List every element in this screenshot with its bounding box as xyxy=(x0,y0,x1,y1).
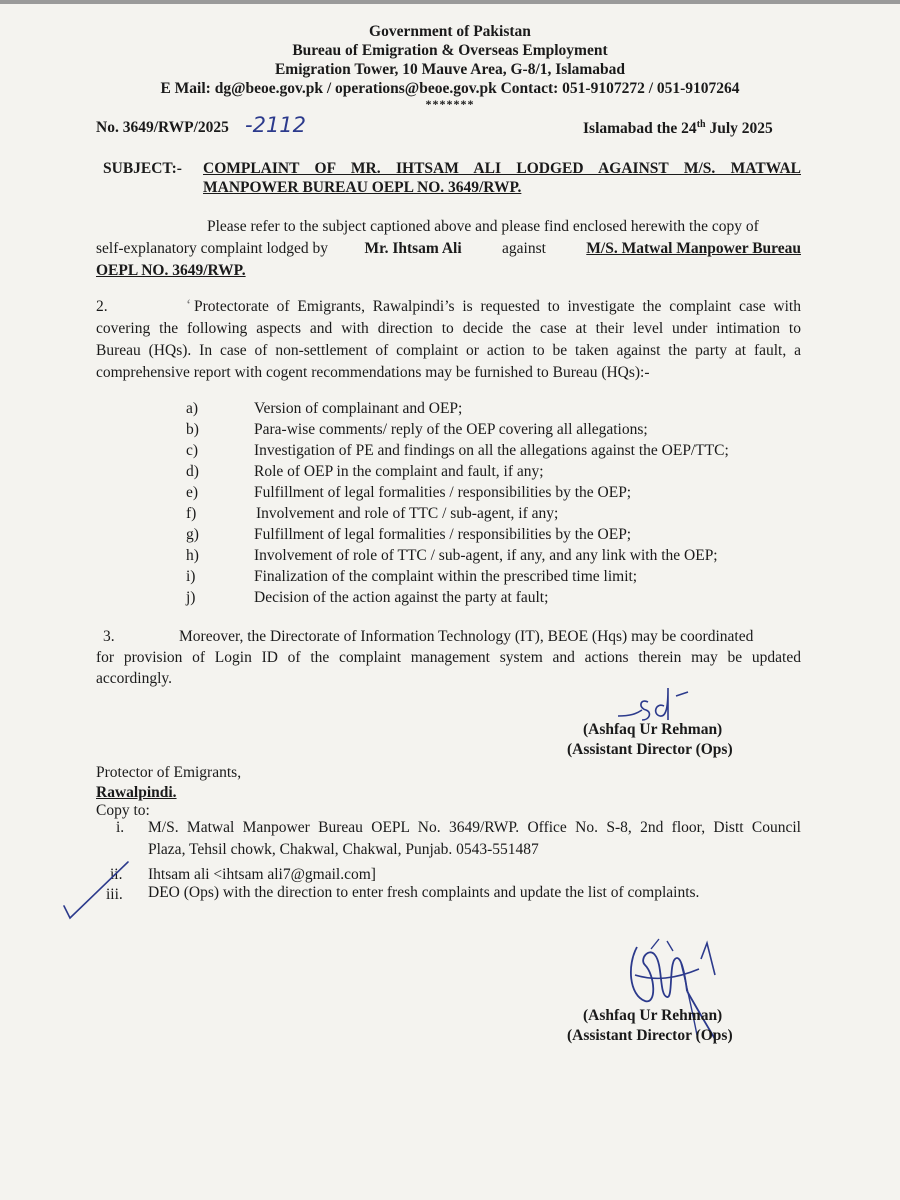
list-item-text: Fulfillment of legal formalities / responsibilities by the OEP; xyxy=(254,526,632,543)
para3-line-2: for provision of Login ID of the complaint management system and actions therein may be updated xyxy=(96,649,801,666)
copy-number: iii. xyxy=(106,886,123,903)
addressee-line-1: Protector of Emigrants, xyxy=(96,764,242,781)
checkmark-icon xyxy=(58,858,138,928)
signatory-title-2: (Assistant Director (Ops) xyxy=(567,1027,733,1044)
para2-scan-mark: ‘ xyxy=(186,297,192,314)
letterhead-separator: ******* xyxy=(425,97,475,111)
aspects-list xyxy=(186,400,806,615)
signatory-name-2: (Ashfaq Ur Rehman) xyxy=(583,1007,723,1024)
para1-text-a: self-explanatory complaint lodged by xyxy=(96,240,332,257)
para1-line-1: Please refer to the subject captioned above and please find enclosed herewith the copy of xyxy=(207,218,759,235)
para2-line-3: Bureau (HQs). In case of non-settlement of complaint or action to be taken against the party at fault, a xyxy=(96,342,801,359)
signatory-title-1: (Assistant Director (Ops) xyxy=(567,741,733,758)
handwritten-diary-number: -2112 xyxy=(245,113,307,137)
para2-line-4: comprehensive report with cogent recommendations may be furnished to Bureau (HQs):- xyxy=(96,364,650,381)
oep-license: OEPL NO. 3649/RWP. xyxy=(96,262,246,279)
complainant-name: Mr. Ihtsam Ali xyxy=(364,240,462,257)
list-item-letter: j) xyxy=(186,589,196,606)
copy-1-line-1: M/S. Matwal Manpower Bureau OEPL No. 3649/RWP. Office No. S-8, 2nd floor, Distt Council xyxy=(148,819,801,836)
copy-number: i. xyxy=(116,819,125,836)
para3-number: 3. xyxy=(103,628,115,645)
subject-label: SUBJECT:- xyxy=(103,160,182,177)
list-item-letter: a) xyxy=(186,400,199,417)
copy-2-line: Ihtsam ali <ihtsam ali7@gmail.com] xyxy=(148,866,376,883)
list-item-text: Decision of the action against the party at fault; xyxy=(254,589,549,606)
letterhead-address: Emigration Tower, 10 Mauve Area, G-8/1, Islamabad xyxy=(274,61,626,78)
list-item-text: Investigation of PE and findings on all the allegations against the OEP/TTC; xyxy=(254,442,729,459)
letterhead-contact: E Mail: dg@beoe.gov.pk / operations@beoe.gov.pk Contact: 051-9107272 / 051-9107264 xyxy=(160,80,740,97)
letter-date: Islamabad the 24th July 2025 xyxy=(583,119,773,138)
para2-line-1: Protectorate of Emigrants, Rawalpindi’s is requested to investigate the complaint case with xyxy=(194,298,801,315)
para2-line-2: covering the following aspects and with direction to decide the case at their level under intimation to xyxy=(96,320,801,337)
letterhead-bureau: Bureau of Emigration & Overseas Employment xyxy=(292,42,608,59)
list-item-text: Para-wise comments/ reply of the OEP covering all allegations; xyxy=(254,421,648,438)
list-item-letter: f) xyxy=(186,505,197,522)
addressee-line-2: Rawalpindi. xyxy=(96,784,177,801)
subject-line-1: COMPLAINT OF MR. IHTSAM ALI LODGED AGAINST M/S. MATWAL xyxy=(203,160,801,177)
list-item-text: Role of OEP in the complaint and fault, if any; xyxy=(254,463,544,480)
list-item-letter: g) xyxy=(186,526,199,543)
list-item-text: Involvement of role of TTC / sub-agent, if any, and any link with the OEP; xyxy=(254,547,718,564)
reference-number: No. 3649/RWP/2025 xyxy=(96,119,229,136)
list-item-text: Version of complainant and OEP; xyxy=(254,400,463,417)
subject-line-2: MANPOWER BUREAU OEPL NO. 3649/RWP. xyxy=(203,179,522,196)
letterhead-government: Government of Pakistan xyxy=(369,23,531,40)
copy-1-line-2: Plaza, Tehsil chowk, Chakwal, Chakwal, Punjab. 0543-551487 xyxy=(148,841,539,858)
list-item-letter: e) xyxy=(186,484,199,501)
list-item-text: Fulfillment of legal formalities / responsibilities by the OEP; xyxy=(254,484,632,501)
list-item-letter: h) xyxy=(186,547,199,564)
list-item-text: Involvement and role of TTC / sub-agent, if any; xyxy=(256,505,559,522)
copy-3-line: DEO (Ops) with the direction to enter fresh complaints and update the list of complaints. xyxy=(148,884,700,901)
list-item-letter: c) xyxy=(186,442,199,459)
para3-line-3: accordingly. xyxy=(96,670,173,687)
list-item-letter: d) xyxy=(186,463,199,480)
oep-name: M/S. Matwal Manpower Bureau xyxy=(586,240,801,257)
list-item-text: Finalization of the complaint within the prescribed time limit; xyxy=(254,568,638,585)
copy-to-label: Copy to: xyxy=(96,802,150,819)
signatory-name-1: (Ashfaq Ur Rehman) xyxy=(583,721,723,738)
list-item-letter: b) xyxy=(186,421,199,438)
para3-line-1: Moreover, the Directorate of Information Technology (IT), BEOE (Hqs) may be coordinated xyxy=(179,628,754,645)
copy-number: ii. xyxy=(110,866,123,883)
para2-number: 2. xyxy=(96,298,108,315)
para1-line-2 xyxy=(96,238,801,260)
list-item-letter: i) xyxy=(186,568,196,585)
para1-text-c: against xyxy=(494,240,554,257)
